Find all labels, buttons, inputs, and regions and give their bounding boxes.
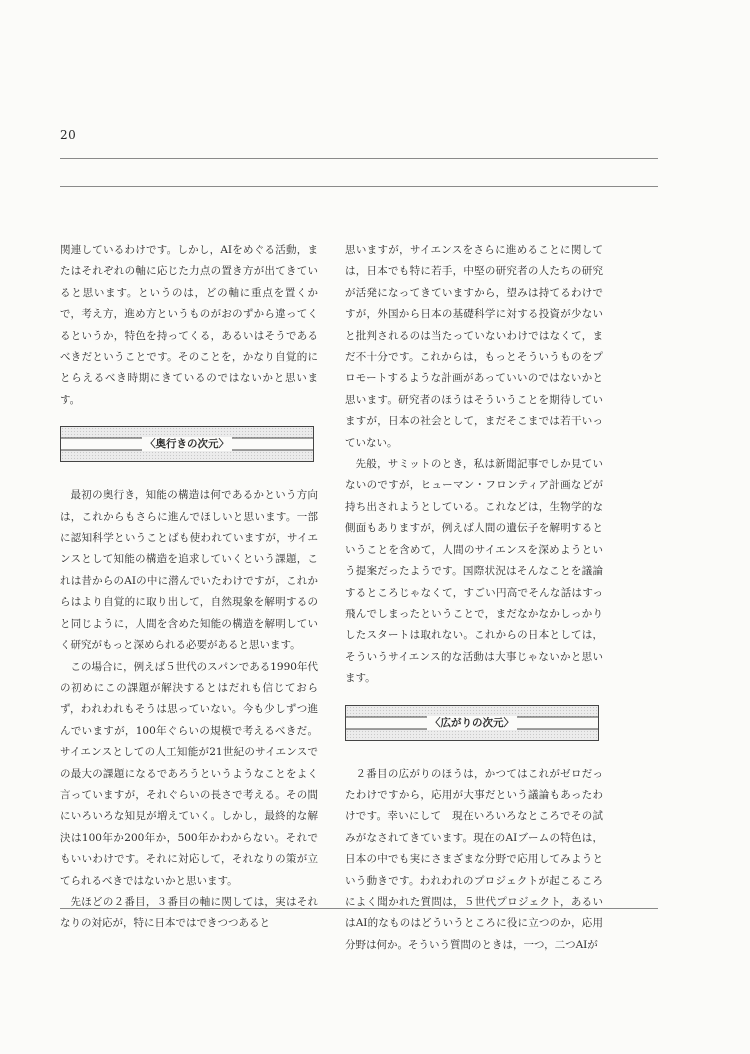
footer-rule	[60, 908, 658, 909]
header-rule-top	[60, 158, 658, 159]
section-heading-breadth	[345, 705, 599, 741]
left-paragraph-1: 関連しているわけです。しかし，AIをめぐる活動，またはそれぞれの軸に応じた力点の置き方が出てきていると思います。というのは，どの軸に重点を置くかで，考え方，進め方というものがおのずから違ってくるというか，特色を持ってくる，あるいはそうであるべきだということです。そのことを，かなり自覚的にとらえるべき時期にきているのではないかと思います。	[60, 244, 318, 406]
left-column	[60, 240, 318, 935]
right-paragraph-2: 先般，サミットのとき，私は新聞記事でしか見ていないのですが，ヒューマン・フロンティア計画などが持ち出されようとしている。これなどは，生物学的な側面もありますが，例えば人間の遺伝子を解明するということを含めて，人間のサイエンスを深めようという提案だったようです。国際状況はそんなことを議論するところじゃなくて，すごい円高でそんな話はすっ飛んでしまったということで，まだなかなかしっかりしたスタートは取れない。これからの日本としては，そういうサイエンス的な活動は大事じゃないかと思います。	[345, 458, 603, 685]
right-paragraph-3: ２番目の広がりのほうは，かつてはこれがゼロだったわけですから，応用が大事だという議論もあったわけです。幸いにして 現在いろいろなところでその試みがなされてきています。現在のAIブームの特色は，日本の中でも実にさまざまな分野で応用してみようという動きです。われわれのプロジェクトが起こるころによく聞かれた質問は，５世代プロジェクト，あるいはAI的なものはどういうところに役に立つのか，応用分野は何か。そういう質問のときは，一つ，二つAIが	[345, 767, 603, 951]
header-rule-bottom	[60, 186, 658, 187]
left-paragraph-2: 最初の奥行き，知能の構造は何であるかという方向は，これからもさらに進んでほしいと思います。一部に認知科学ということばも使われていますが，サイエンスとして知能の構造を追求していくという課題，これは昔からのAIの中に潜んでいたわけですが，これからはより自覚的に取り出して，自然現象を解明するのと同じように，人間を含めた知能の構造を解明していく研究がもっと深められる必要があると思います。	[60, 489, 318, 652]
section-heading-depth	[60, 426, 314, 462]
section-heading-breadth-title: 〈広がりの次元〉	[427, 716, 517, 730]
right-column	[345, 240, 603, 956]
page-number: 20	[60, 128, 77, 142]
right-paragraph-1: 思いますが，サイエンスをさらに進めることに関しては，日本でも特に若手，中堅の研究者の人たちの研究が活発になってきていますから，望みは持てるわけですが，外国から日本の基礎科学に対する投資が少ないと批判されるのは当たっていないわけではなくて，まだ不十分です。これからは，もっとそういうものをプロモートするような計画があっていいのではないかと思います。研究者のほうはそういうことを期待していますが，日本の社会として，まだそこまでは若干いっていない。	[345, 244, 603, 449]
left-paragraph-3: この場合に，例えば５世代のスパンである1990年代の初めにこの課題が解決するとはだれも信じておらず，われわれもそうは思っていない。今も少しずつ進んでいますが，100年ぐらいの規模で考えるべきだ。サイエンスとしての人工知能が21世紀のサイエンスでの最大の課題になるであろうというようなことをよく言っていますが，それぐらいの長さで考える。その間にいろいろな知見が増えていく。しかし，最終的な解決は100年か200年か，500年かわからない。それでもいいわけです。それに対応して，それなりの策が立てられるべきではないかと思います。	[60, 660, 318, 887]
section-heading-depth-title: 〈奥行きの次元〉	[142, 437, 232, 451]
left-paragraph-4: 先ほどの２番目，３番目の軸に関しては，実はそれなりの対応が，特に日本ではできつつあると	[60, 895, 318, 930]
